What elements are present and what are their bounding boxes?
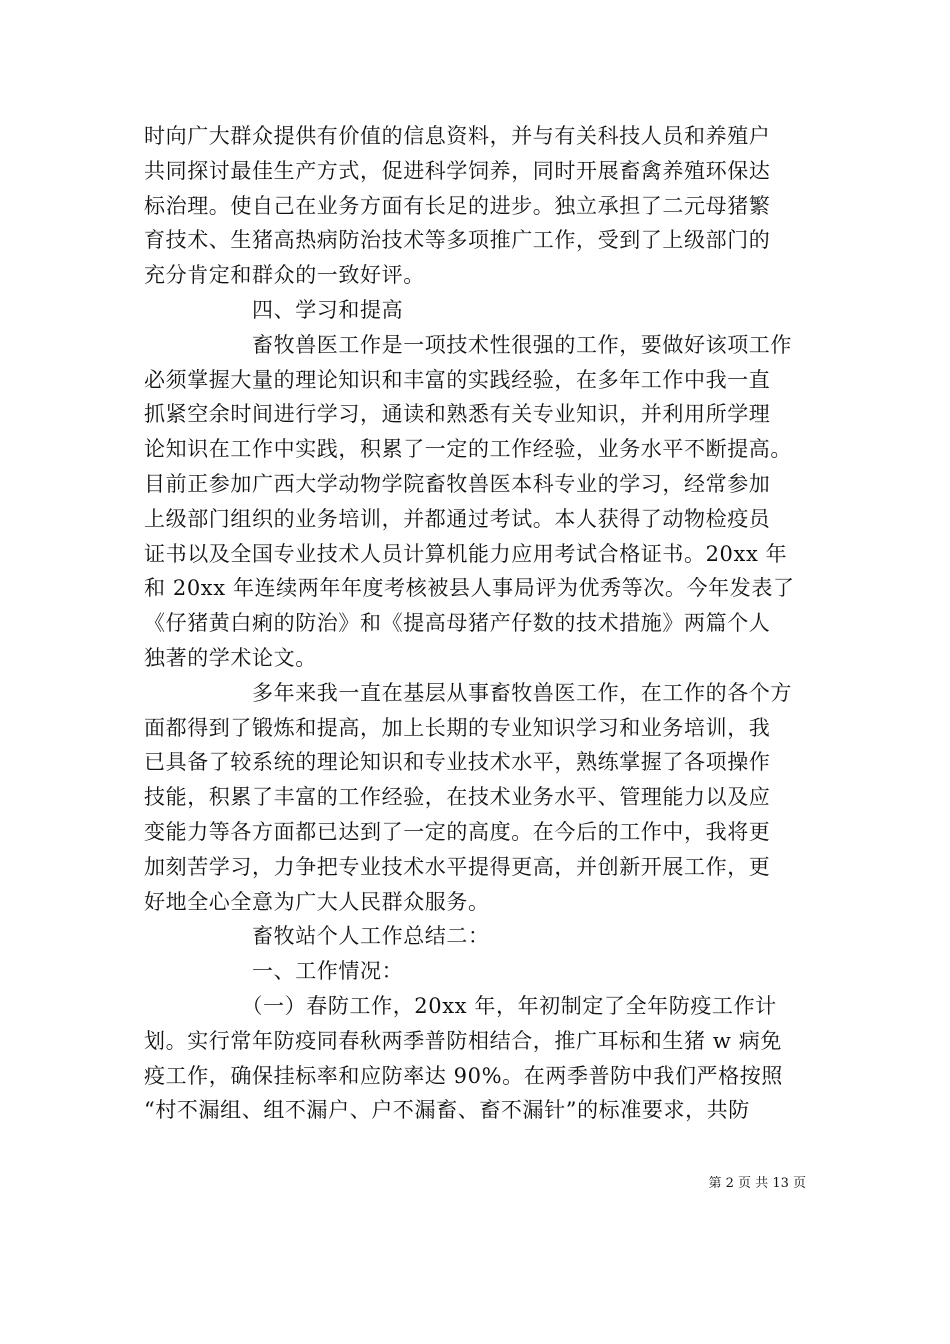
text-line: 《仔猪黄白痢的防治》和《提高母猪产仔数的技术措施》两篇个人 xyxy=(144,611,771,636)
text-line: 和 20xx 年连续两年年度考核被县人事局评为优秀等次。今年发表了 xyxy=(144,576,795,601)
text-line: 多年来我一直在基层从事畜牧兽医工作，在工作的各个方 xyxy=(144,680,792,705)
text-line: 独著的学术论文。 xyxy=(144,645,317,670)
text-line: 标治理。使自己在业务方面有长足的进步。独立承担了二元母猪繁 xyxy=(144,193,771,218)
text-line: 好地全心全意为广大人民群众服务。 xyxy=(144,889,490,914)
text-line: 目前正参加广西大学动物学院畜牧兽医本科专业的学习，经常参加 xyxy=(144,471,771,496)
text-line: 育技术、生猪高热病防治技术等多项推广工作，受到了上级部门的 xyxy=(144,228,771,253)
text-line: 上级部门组织的业务培训，并都通过考试。本人获得了动物检疫员 xyxy=(144,506,771,531)
text-line: 时向广大群众提供有价值的信息资料，并与有关科技人员和养殖户 xyxy=(144,124,771,148)
text-line: 加刻苦学习，力争把专业技术水平提得更高，并创新开展工作，更 xyxy=(144,854,771,879)
text-line: 必须掌握大量的理论知识和丰富的实践经验，在多年工作中我一直 xyxy=(144,367,771,392)
text-line: 疫工作，确保挂标率和应防率达 90%。在两季普防中我们严格按照 xyxy=(144,1063,783,1088)
text-line: 共同探讨最佳生产方式，促进科学饲养，同时开展畜禽养殖环保达 xyxy=(144,158,771,183)
text-line: 四、学习和提高 xyxy=(144,297,404,322)
page-footer: 第 2 页 共 13 页 xyxy=(708,1176,806,1191)
text-line: （一）春防工作，20xx 年，年初制定了全年防疫工作计 xyxy=(144,993,777,1018)
text-line: 证书以及全国专业技术人员计算机能力应用考试合格证书。20xx 年 xyxy=(144,541,788,566)
text-line: 面都得到了锻炼和提高，加上长期的专业知识学习和业务培训，我 xyxy=(144,715,771,740)
document-body xyxy=(144,119,824,1128)
text-line: 划。实行常年防疫同春秋两季普防相结合，推广耳标和生猪 w 病免 xyxy=(144,1028,782,1053)
text-line: 充分肯定和群众的一致好评。 xyxy=(144,263,425,288)
text-line: 技能，积累了丰富的工作经验，在技术业务水平、管理能力以及应 xyxy=(144,785,771,810)
text-line: 畜牧站个人工作总结二： xyxy=(144,924,490,949)
text-line: 一、工作情况： xyxy=(144,959,404,984)
text-line: 畜牧兽医工作是一项技术性很强的工作，要做好该项工作 xyxy=(144,332,792,357)
text-line: 已具备了较系统的理论知识和专业技术水平，熟练掌握了各项操作 xyxy=(144,750,771,775)
text-line: “村不漏组、组不漏户、户不漏畜、畜不漏针”的标准要求，共防 xyxy=(144,1098,750,1123)
text-line: 变能力等各方面都已达到了一定的高度。在今后的工作中，我将更 xyxy=(144,819,771,844)
text-line: 论知识在工作中实践，积累了一定的工作经验，业务水平不断提高。 xyxy=(144,437,792,462)
text-line: 抓紧空余时间进行学习，通读和熟悉有关专业知识，并利用所学理 xyxy=(144,402,771,427)
